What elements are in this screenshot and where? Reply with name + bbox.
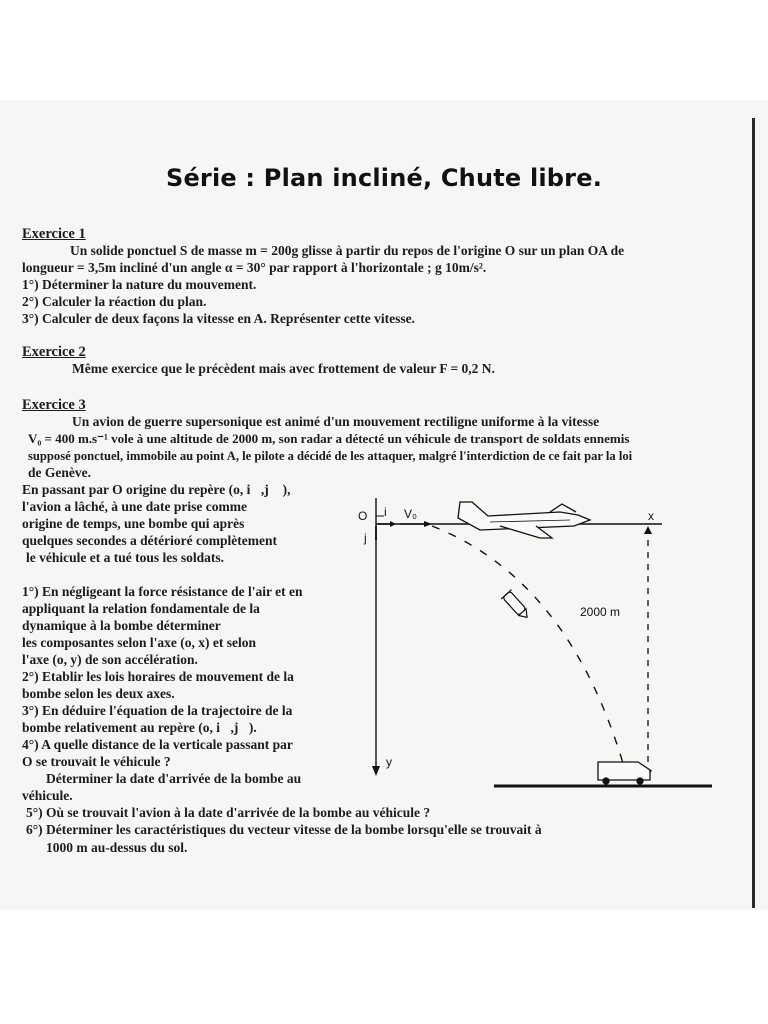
document-title: Série : Plan incliné, Chute libre. — [165, 164, 603, 192]
altitude-label: 2000 m — [580, 605, 621, 619]
exercise-3-question: l'axe (o, y) de son accélération. — [22, 652, 198, 667]
bomb-trajectory — [432, 526, 625, 770]
exercise-3-question: 3°) En déduire l'équation de la trajectoire de la — [22, 703, 293, 718]
i-label: i — [384, 505, 387, 519]
exercise-1-heading: Exercice 1 — [22, 226, 86, 242]
exercise-3-question: 6°) Déterminer les caractéristiques du vecteur vitesse de la bombe lorsqu'elle se trouvait à — [26, 822, 542, 837]
exercise-1-question: 1°) Déterminer la nature du mouvement. — [22, 277, 257, 292]
exercise-3-question: 1°) En négligeant la force résistance de l'air et en — [22, 584, 303, 599]
y-axis-arrowhead — [372, 766, 380, 776]
exercise-3-line: l'avion a lâché, à une date prise comme — [22, 499, 247, 514]
trajectory-figure — [340, 490, 730, 800]
exercise-3-question: véhicule. — [22, 788, 73, 803]
page-edge-shadow — [752, 118, 755, 908]
exercise-3-question: 2°) Etablir les lois horaires de mouvement de la — [22, 669, 294, 684]
exercise-3-line: origine de temps, une bombe qui après — [22, 516, 245, 531]
exercise-3-question: 1000 m au-dessus du sol. — [46, 840, 188, 855]
exercise-3-question: appliquant la relation fondamentale de la — [22, 601, 260, 616]
j-label: j — [364, 531, 367, 545]
exercise-3-line: le véhicule et a tué tous les soldats. — [26, 550, 224, 565]
exercise-2-line: Même exercice que le précèdent mais avec frottement de valeur F = 0,2 N. — [72, 361, 495, 376]
v0-label: V₀ — [404, 507, 417, 521]
exercise-1-line: longueur = 3,5m incliné d'un angle α = 30° par rapport à l'horizontale ; g 10m/s². — [22, 260, 487, 275]
bomb-icon — [501, 590, 532, 622]
v0-vector-arrowhead — [424, 521, 432, 527]
exercise-3-line: de Genève. — [28, 465, 91, 480]
airplane-icon — [458, 502, 590, 538]
exercise-3-line: Un avion de guerre supersonique est animé d'un mouvement rectiligne uniforme à la vitesse — [72, 414, 600, 429]
exercise-3-line: quelques secondes a détérioré complètement — [22, 533, 277, 548]
altitude-arrowhead-top — [644, 526, 652, 534]
exercise-3-line: V₀ = 400 m.s⁻¹ vole à une altitude de 2000 m, son radar a détecté un véhicule de transport de soldats ennemis — [28, 431, 630, 446]
origin-label: O — [358, 509, 368, 523]
exercise-1-question: 2°) Calculer la réaction du plan. — [22, 294, 207, 309]
exercise-2-heading: Exercice 2 — [22, 344, 86, 360]
exercise-1-question: 3°) Calculer de deux façons la vitesse en A. Représenter cette vitesse. — [22, 311, 415, 326]
y-axis-label: y — [386, 755, 392, 769]
exercise-3-question: Déterminer la date d'arrivée de la bombe au — [46, 771, 302, 786]
exercise-3-question: O se trouvait le véhicule ? — [22, 754, 171, 769]
exercise-3-line: supposé ponctuel, immobile au point A, le pilote a décidé de les attaquer, malgré l'interdiction de ce fait par la loi — [28, 449, 633, 463]
exercise-1-line: Un solide ponctuel S de masse m = 200g glisse à partir du repos de l'origine O sur un plan OA de — [70, 243, 625, 258]
x-axis-label: x — [648, 509, 654, 523]
exercise-3-heading: Exercice 3 — [22, 397, 86, 413]
i-vector-arrowhead — [390, 521, 396, 527]
exercise-3-question: 5°) Où se trouvait l'avion à la date d'arrivée de la bombe au véhicule ? — [26, 805, 431, 820]
exercise-3-question: bombe selon les deux axes. — [22, 686, 175, 701]
exercise-3-question: bombe relativement au repère (o, i⃗,j⃗). — [22, 720, 257, 735]
exercise-3-line: En passant par O origine du repère (o, i⃗,j⃗ ), — [22, 482, 291, 497]
exercise-3-question: les composantes selon l'axe (o, x) et selon — [22, 635, 256, 650]
vehicle-icon — [598, 762, 650, 784]
exercise-3-question: dynamique à la bombe déterminer — [22, 618, 221, 633]
exercise-3-question: 4°) A quelle distance de la verticale passant par — [22, 737, 293, 752]
